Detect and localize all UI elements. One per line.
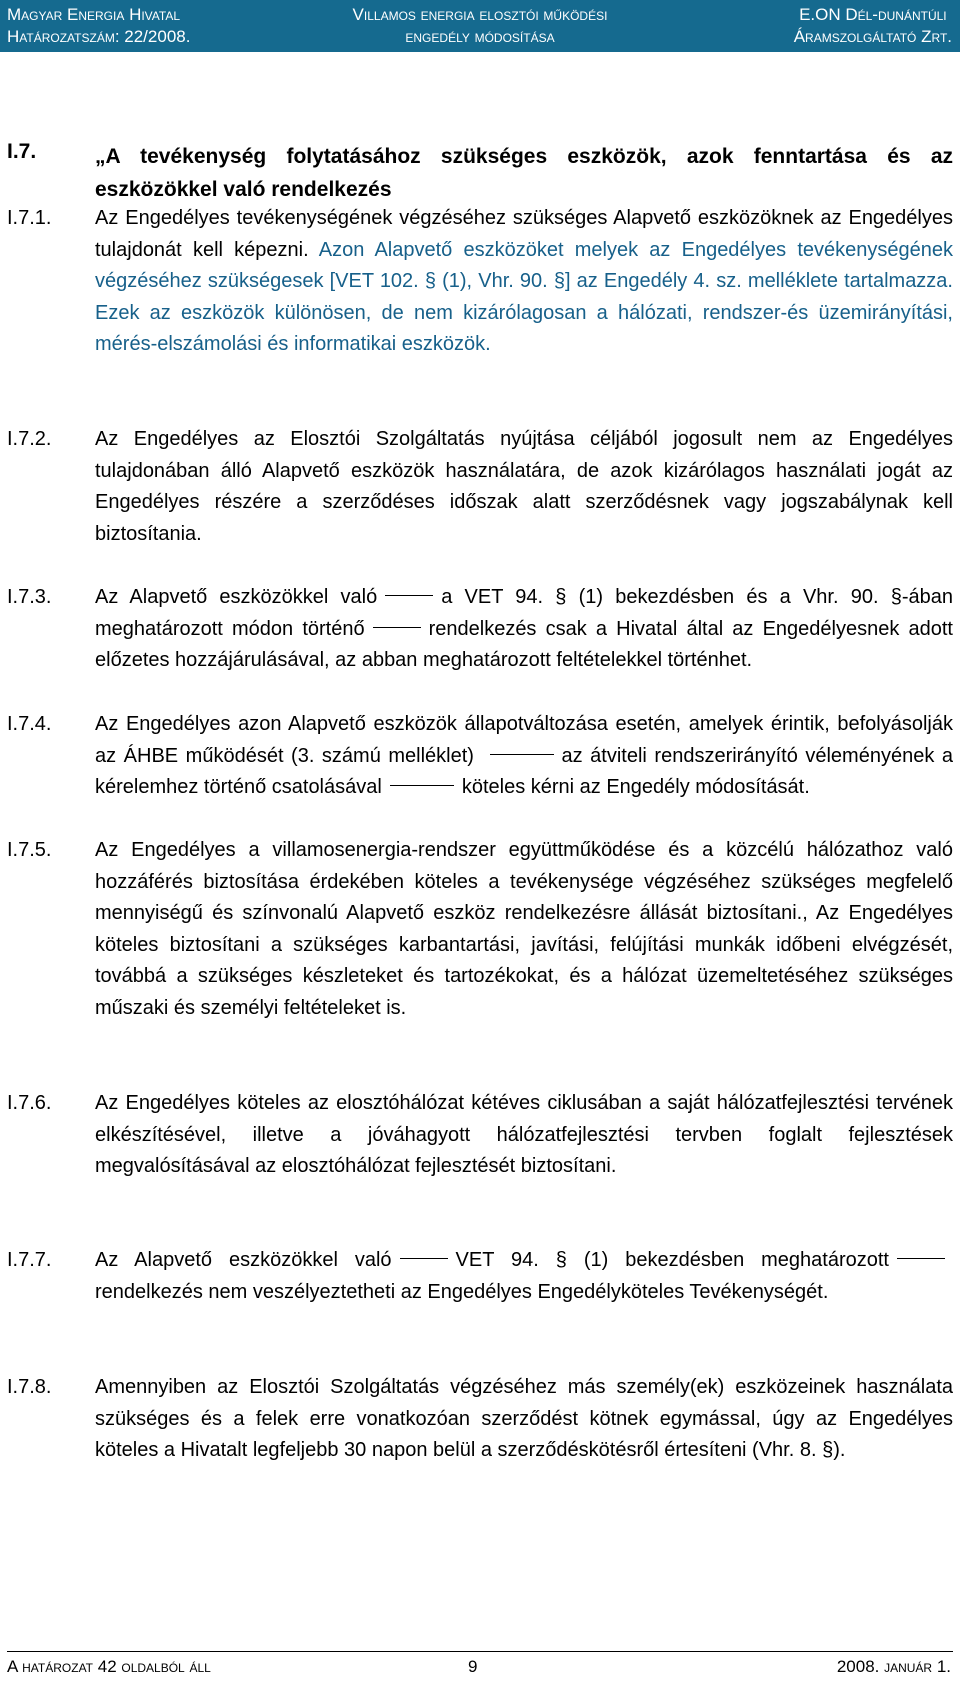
footer-page-count: A határozat 42 oldalból áll [7,1657,211,1676]
footer-divider [7,1651,953,1652]
em-dash [897,1258,945,1259]
paragraph-text [95,1245,953,1308]
header-center [353,4,608,48]
paragraph-text-part: rendelkezés nem veszélyeztetheti az Engedélyes Engedélyköteles Tevékenységét. [95,1280,829,1303]
footer-page-number: 9 [468,1657,478,1676]
paragraph-text-part: Az Alapvető eszközökkel való [95,1249,392,1271]
paragraph-text [95,582,953,677]
em-dash [385,595,433,596]
footer-date: 2008. január 1. [836,1657,951,1676]
paragraph-number: I.7.1. [7,207,52,229]
paragraph-text-part: köteles kérni az Engedély módosítását. [461,776,810,798]
paragraph-text-part: VET 94. § (1) bekezdésben meghatározott [455,1249,889,1271]
paragraph-number: I.7.7. [7,1249,52,1271]
header-right [794,4,952,48]
paragraph-text: Az Engedélyes az Elosztói Szolgáltatás nyújtása céljából jogosult nem az Engedélyes tulajdonában álló Alapvető eszközök használatára, de azok kizárólagos használati jogát az Engedélyes részére a szerződéses időszak alatt szerződésnek vagy jogszabálynak kell biztosítania. [95,428,953,545]
em-dash [400,1258,448,1259]
header-license-type: Villamos energia elosztói működési [352,5,608,24]
section-title: „A tevékenység folytatásához szükséges eszközök, azok fenntartása és az eszközökkel való rendelkezés [95,145,953,201]
paragraph-number: I.7.4. [7,713,52,735]
paragraph-number: I.7.2. [7,428,52,450]
paragraph-number: I.7.3. [7,586,52,608]
section-number: I.7. [7,140,37,163]
paragraph-text: Az Engedélyes a villamosenergia-rendszer együttműködése és a közcélú hálózathoz való hozzáférés biztosítása érdekében köteles a tevékenysége végzéséhez szükséges megfelelő mennyiségű és színvonalú Alapvető eszköz rendelkezésre állását biztosítani., Az Engedélyes köteles biztosítani a szükséges karbantartási, javítási, felújítási munkák időbeni elvégzését, továbbá a szükséges készleteket és tartozékokat, és a hálózat üzemeltetéséhez szükséges műszaki és személyi feltételeket is. [95,839,953,1019]
paragraph-text: Amennyiben az Elosztói Szolgáltatás végzéséhez más személy(ek) eszközeinek használata szükséges és a felek erre vonatkozóan szerződést kötnek egymással, úgy az Engedélyes köteles a Hivatalt legfeljebb 30 napon belül a szerződéskötésről értesíteni (Vhr. 8. §). [95,1376,953,1461]
header-decision-number: Határozatszám: 22/2008. [7,27,191,46]
paragraph-text-part: Az Engedélyes tevékenységének végzéséhez szükséges Alapvető eszközöknek az Engedélyes tulajdonát kell képezni. [95,207,953,261]
header-company-line2: Áramszolgáltató Zrt. [793,27,952,46]
paragraph-text: Az Engedélyes köteles az elosztóhálózat kétéves ciklusában a saját hálózatfejlesztési tervének elkészítésével, illetve a jóváhagyott hálózatfejlesztési tervben foglalt fejlesztések megvalósításával az elosztóhálózat fejlesztését biztosítani. [95,1092,953,1177]
paragraph-number: I.7.6. [7,1092,52,1114]
paragraph-text-part: a VET 94. § (1) bekezdésben és a Vhr. 90. §-ában meghatározott módon történő [95,586,953,640]
header-left [7,4,190,48]
em-dash [390,785,454,786]
paragraph-number: I.7.5. [7,839,52,861]
em-dash [490,754,554,755]
page-header [0,0,960,52]
header-authority: Magyar Energia Hivatal [7,5,181,24]
paragraph-text-highlight: Azon Alapvető eszközöket melyek az Engedélyes tevékenységének végzéséhez szükségesek [VET 102. § (1), Vhr. 90. §] az Engedély 4. sz. melléklete tartalmazza. Ezek az eszközök különösen, de nem kizárólagosan a hálózati, rendszer-és üzemirányítási, mérés-elszámolási és informatikai eszközök. [95,238,953,355]
paragraph-number: I.7.8. [7,1376,52,1398]
header-company-line1: E.ON Dél-dunántúli [799,5,947,24]
paragraph-text-part: Az Engedélyes azon Alapvető eszközök állapotváltozása esetén, amelyek érintik, befolyásolják az ÁHBE működését (3. számú melléklet) [95,713,953,767]
em-dash [373,627,421,628]
paragraph-text-part: az átviteli rendszerirányító véleményének a kérelemhez történő csatolásával [95,744,953,798]
paragraph-text [95,709,953,804]
paragraph-text [95,203,953,361]
header-license-action: engedély módosítása [405,27,555,46]
paragraph-text-part: rendelkezés csak a Hivatal által az Engedélyesnek adott előzetes hozzájárulásával, az abban meghatározott feltételekkel történhet. [95,617,953,671]
paragraph-text-part: Az Alapvető eszközökkel való [95,586,378,608]
